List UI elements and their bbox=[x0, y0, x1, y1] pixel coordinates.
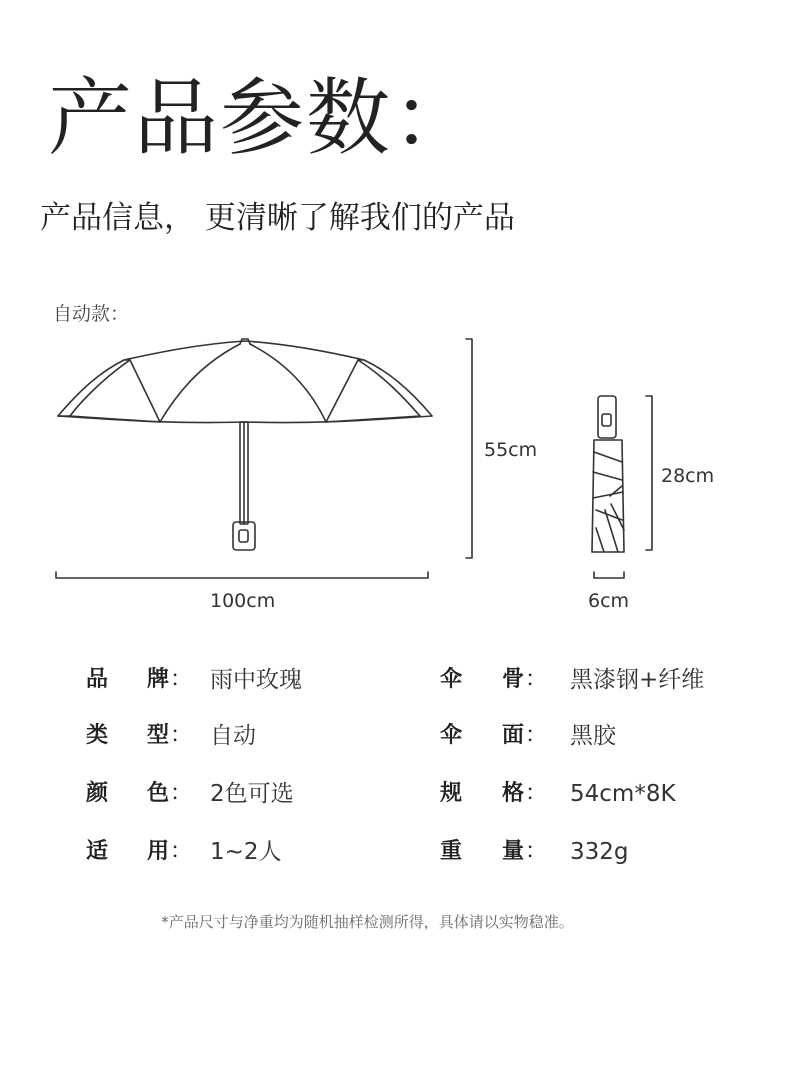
spec-label-capacity-b: 用 bbox=[147, 839, 170, 864]
spec-value-frame: 黑漆钢+纤维 bbox=[570, 667, 705, 693]
spec-separator: ： bbox=[170, 667, 193, 692]
spec-separator: ： bbox=[525, 839, 548, 864]
spec-value-fabric: 黑胶 bbox=[570, 723, 616, 749]
folded-umbrella-icon bbox=[592, 396, 624, 552]
spec-label-capacity-a: 适 bbox=[86, 839, 109, 864]
spec-label-color-a: 颜 bbox=[86, 781, 109, 806]
spec-label-size-a: 规 bbox=[440, 781, 463, 806]
spec-label-color-b: 色 bbox=[147, 781, 170, 806]
footnote: *产品尺寸与净重均为随机抽样检测所得，具体请以实物稳准。 bbox=[161, 913, 574, 931]
spec-label-brand-a: 品 bbox=[86, 667, 109, 692]
spec-label-weight-a: 重 bbox=[440, 839, 463, 864]
spec-label-frame-a: 伞 bbox=[440, 667, 463, 692]
spec-label-size-b: 格 bbox=[502, 781, 525, 806]
spec-separator: ： bbox=[525, 667, 548, 692]
folded-width-label: 6cm bbox=[588, 590, 630, 612]
spec-value-type: 自动 bbox=[210, 723, 256, 749]
spec-label-type-b: 型 bbox=[147, 723, 170, 748]
folded-width-bracket bbox=[594, 572, 624, 578]
open-height-bracket bbox=[466, 339, 472, 558]
folded-height-bracket bbox=[646, 396, 652, 550]
spec-separator: ： bbox=[170, 839, 193, 864]
spec-separator: ： bbox=[170, 781, 193, 806]
open-width-bracket bbox=[56, 572, 428, 578]
spec-value-size: 54cm*8K bbox=[570, 781, 676, 807]
page-title: 产品参数： bbox=[48, 69, 479, 167]
spec-value-capacity: 1~2人 bbox=[210, 839, 282, 865]
variant-label: 自动款： bbox=[53, 303, 130, 325]
spec-separator: ： bbox=[170, 723, 193, 748]
spec-label-fabric-b: 面 bbox=[502, 723, 525, 748]
page-subtitle: 产品信息， 更清晰了解我们的产品 bbox=[40, 200, 515, 236]
spec-value-brand: 雨中玫瑰 bbox=[210, 667, 302, 693]
spec-separator: ： bbox=[525, 781, 548, 806]
spec-label-type-a: 类 bbox=[86, 723, 109, 748]
spec-label-fabric-a: 伞 bbox=[440, 723, 463, 748]
spec-value-weight: 332g bbox=[570, 839, 629, 865]
spec-label-weight-b: 量 bbox=[502, 839, 525, 864]
open-width-label: 100cm bbox=[210, 590, 276, 612]
spec-label-frame-b: 骨 bbox=[502, 667, 525, 692]
spec-value-color: 2色可选 bbox=[210, 781, 294, 807]
spec-label-brand-b: 牌 bbox=[147, 667, 170, 692]
open-umbrella-icon bbox=[58, 339, 432, 550]
folded-height-label: 28cm bbox=[661, 465, 715, 487]
spec-separator: ： bbox=[525, 723, 548, 748]
open-height-label: 55cm bbox=[484, 439, 538, 461]
